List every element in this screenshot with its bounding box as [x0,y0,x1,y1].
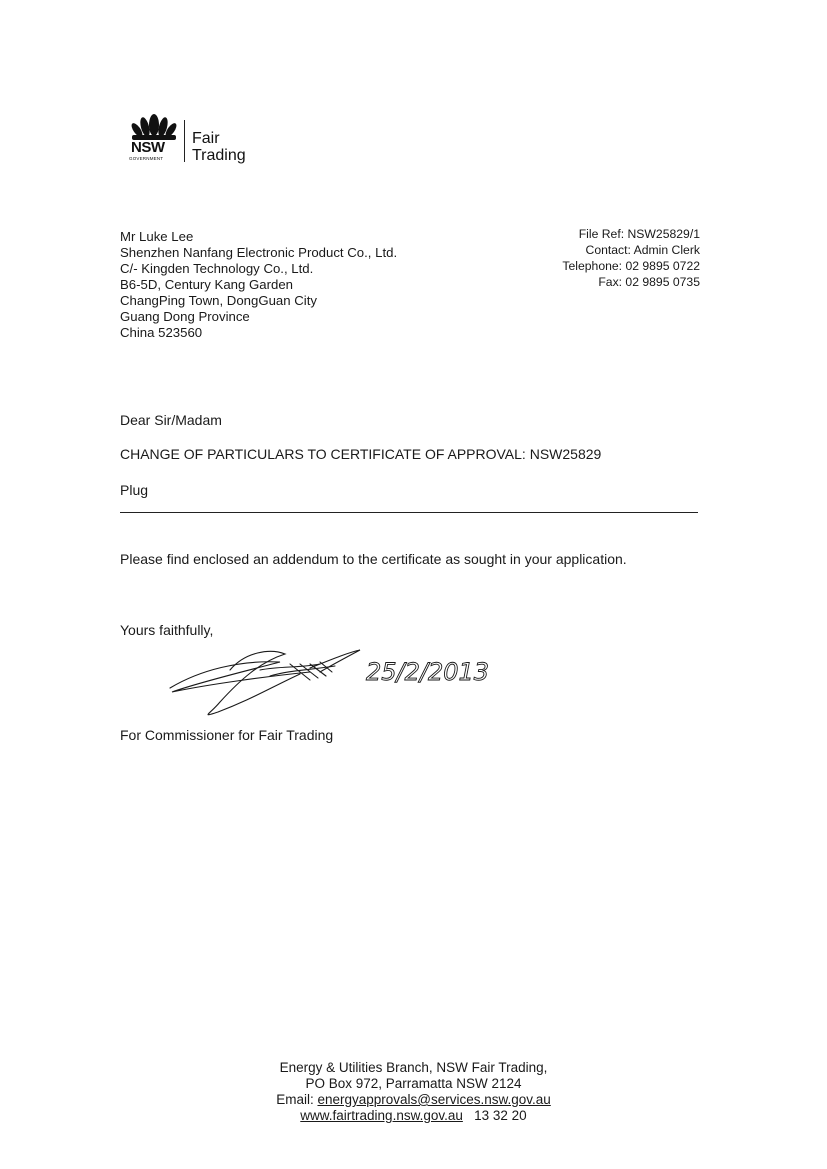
body-paragraph: Please find enclosed an addendum to the certificate as sought in your application. [120,551,627,567]
file-references [562,226,700,290]
address-line: ChangPing Town, DongGuan City [120,293,317,308]
footer-email-row [200,1092,627,1108]
fax: Fax: 02 9895 0735 [598,275,700,289]
footer-email-link[interactable]: energyapprovals@services.nsw.gov.au [317,1092,551,1107]
footer-branch: Energy & Utilities Branch, NSW Fair Trading, [279,1060,548,1075]
address-line: B6-5D, Century Kang Garden [120,277,293,292]
handwritten-date-image [362,652,522,688]
nsw-government-logo [128,113,180,165]
footer-web-row [200,1108,627,1124]
agency-name [192,130,246,164]
address-line: Shenzhen Nanfang Electronic Product Co., Ltd. [120,245,398,260]
address-line: Mr Luke Lee [120,229,194,244]
contact: Contact: Admin Clerk [585,243,700,257]
agency-name-line2: Trading [192,147,246,164]
recipient-address [120,229,397,341]
salutation: Dear Sir/Madam [120,412,222,428]
telephone: Telephone: 02 9895 0722 [562,259,700,273]
signatory: For Commissioner for Fair Trading [120,727,334,743]
logo-nsw-text: NSW [131,139,165,156]
agency-name-line1: Fair [192,130,220,147]
footer [200,1060,627,1124]
address-line: Guang Dong Province [120,309,250,324]
address-line: China 523560 [120,325,203,340]
logo-divider [184,120,185,162]
address-line: C/- Kingden Technology Co., Ltd. [120,261,314,276]
logo-government-text: GOVERNMENT [129,156,164,161]
footer-postal: PO Box 972, Parramatta NSW 2124 [305,1076,522,1091]
subject-line: CHANGE OF PARTICULARS TO CERTIFICATE OF APPROVAL: NSW25829 [120,446,602,462]
footer-phone: 13 32 20 [474,1108,527,1123]
closing: Yours faithfully, [120,622,214,638]
file-ref: File Ref: NSW25829/1 [578,227,700,241]
divider-rule [120,512,698,513]
footer-email-label: Email: [276,1092,318,1107]
footer-website-link[interactable]: www.fairtrading.nsw.gov.au [300,1108,463,1123]
handwritten-date: 25/2/2013 [366,658,490,686]
product-name: Plug [120,482,149,498]
waratah-icon [128,113,180,141]
